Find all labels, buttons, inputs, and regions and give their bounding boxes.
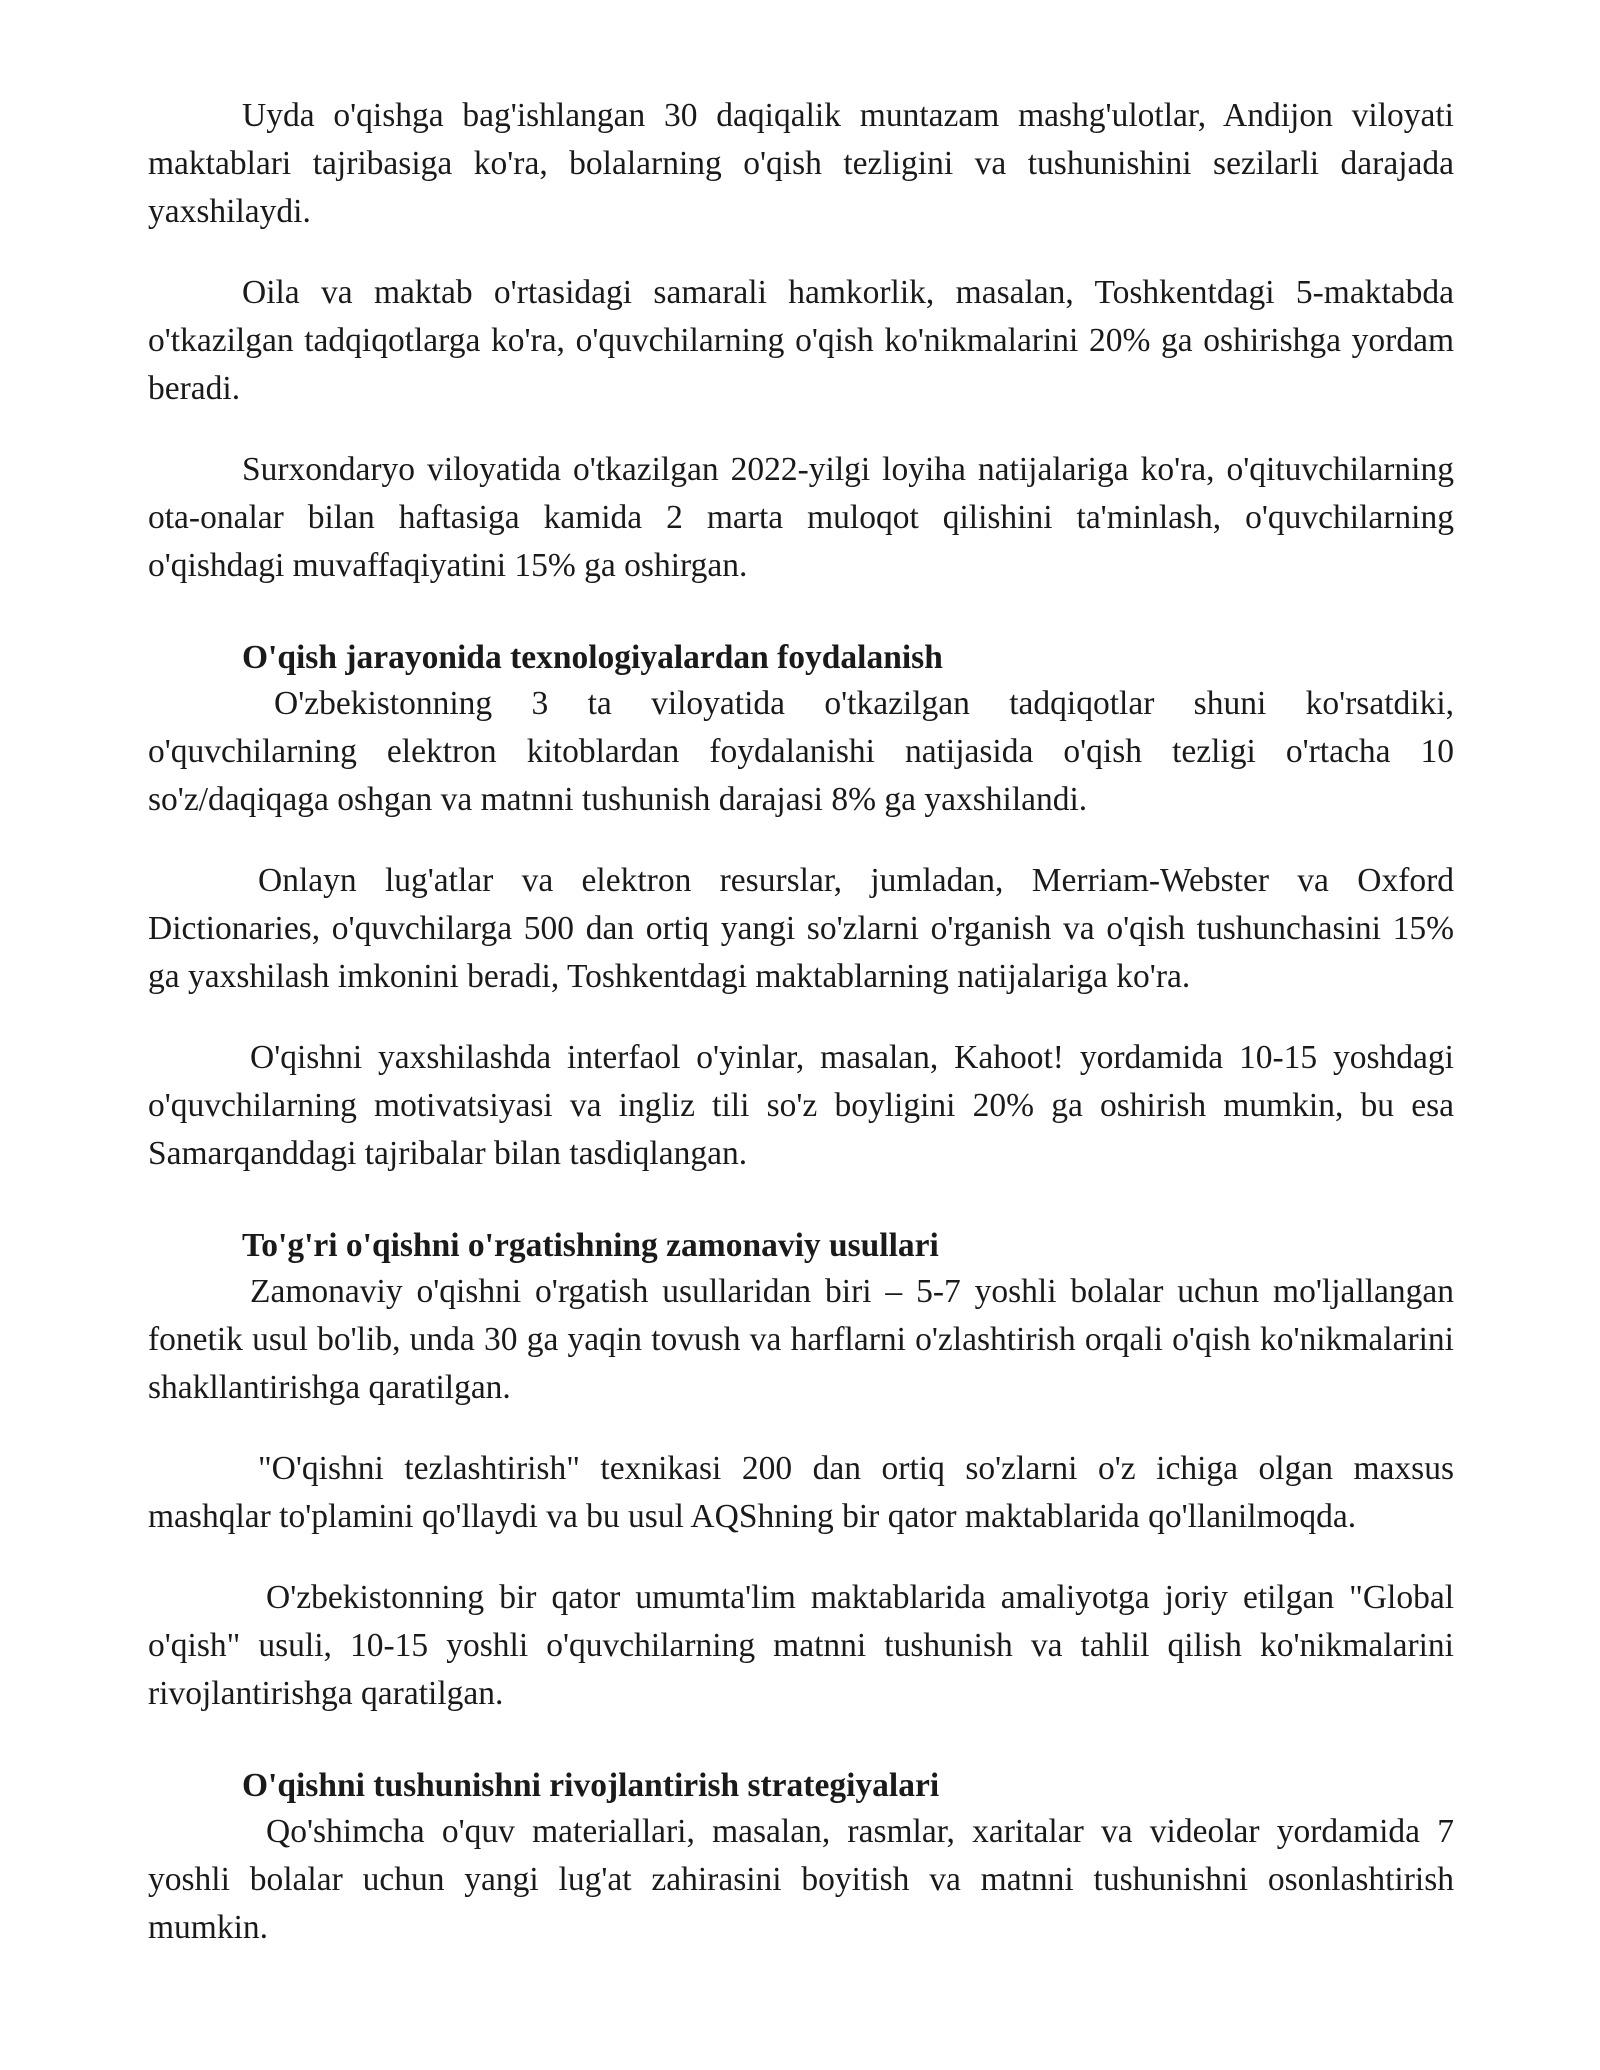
paragraph-speed-reading: "O'qishni tezlashtirish" texnikasi 200 dan ortiq so'zlarni o'z ichiga olgan maxsus mashqlar to'plamini qo'llaydi va bu usul AQShning bir qator maktablarida qo'llanilmoqda. — [148, 1450, 1454, 1535]
paragraph-surxondaryo: Surxondaryo viloyatida o'tkazilgan 2022-yilgi loyiha natijalariga ko'ra, o'qituvchilarning ota-onalar bilan haftasiga kamida 2 marta muloqot qilishini ta'minlash, o'quvchilarning o'qishdagi muvaffaqiyatini 15% ga oshirgan. — [148, 451, 1454, 584]
paragraph-phonetic-method: Zamonaviy o'qishni o'rgatish usullaridan biri – 5-7 yoshli bolalar uchun mo'ljallangan fonetik usul bo'lib, unda 30 ga yaqin tovush va harflarni o'zlashtirish orqali o'qish ko'nikmalarini shakllantirishga qaratilgan. — [148, 1273, 1454, 1406]
section-heading-technology: O'qish jarayonida texnologiyalardan foydalanish — [242, 639, 943, 676]
paragraph-online-dictionaries: Onlayn lug'atlar va elektron resurslar, jumladan, Merriam-Webster va Oxford Dictionaries, o'quvchilarga 500 dan ortiq yangi so'zlarni o'rganish va o'qish tushunchasini 15% ga yaxshilash imkonini beradi, Toshkentdagi maktablarning natijalariga ko'ra. — [148, 862, 1454, 995]
paragraph-materials: Qo'shimcha o'quv materiallari, masalan, rasmlar, xaritalar va videolar yordamida 7 yoshli bolalar uchun yangi lug'at zahirasini boyitish va matnni tushunishni osonlashtirish mumkin. — [148, 1813, 1454, 1946]
section-heading-modern-methods: To'g'ri o'qishni o'rgatishning zamonaviy usullari — [242, 1227, 939, 1264]
paragraph-family-school: Oila va maktab o'rtasidagi samarali hamkorlik, masalan, Toshkentdagi 5-maktabda o'tkazilgan tadqiqotlarga ko'ra, o'quvchilarning o'qish ko'nikmalarini 20% ga oshirishga yordam beradi. — [148, 274, 1454, 407]
document-page — [148, 92, 1454, 1952]
paragraph-global-reading: O'zbekistonning bir qator umumta'lim maktablarida amaliyotga joriy etilgan "Global o'qish" usuli, 10-15 yoshli o'quvchilarning matnni tushunish va tahlil qilish ko'nikmalarini rivojlantirishga qaratilgan. — [148, 1579, 1454, 1712]
section-heading-comprehension: O'qishni tushunishni rivojlantirish strategiyalari — [242, 1767, 940, 1804]
paragraph-interactive-games: O'qishni yaxshilashda interfaol o'yinlar, masalan, Kahoot! yordamida 10-15 yoshdagi o'quvchilarning motivatsiyasi va ingliz tili so'z boyligini 20% ga oshirish mumkin, bu esa Samarqanddagi tajribalar bilan tasdiqlangan. — [148, 1039, 1454, 1172]
paragraph-home-reading: Uyda o'qishga bag'ishlangan 30 daqiqalik muntazam mashg'ulotlar, Andijon viloyati maktablari tajribasiga ko'ra, bolalarning o'qish tezligini va tushunishini sezilarli darajada yaxshilaydi. — [148, 97, 1454, 230]
paragraph-ebooks: O'zbekistonning 3 ta viloyatida o'tkazilgan tadqiqotlar shuni ko'rsatdiki, o'quvchilarning elektron kitoblardan foydalanishi natijasida o'qish tezligi o'rtacha 10 so'z/daqiqaga oshgan va matnni tushunish darajasi 8% ga yaxshilandi. — [148, 685, 1454, 818]
